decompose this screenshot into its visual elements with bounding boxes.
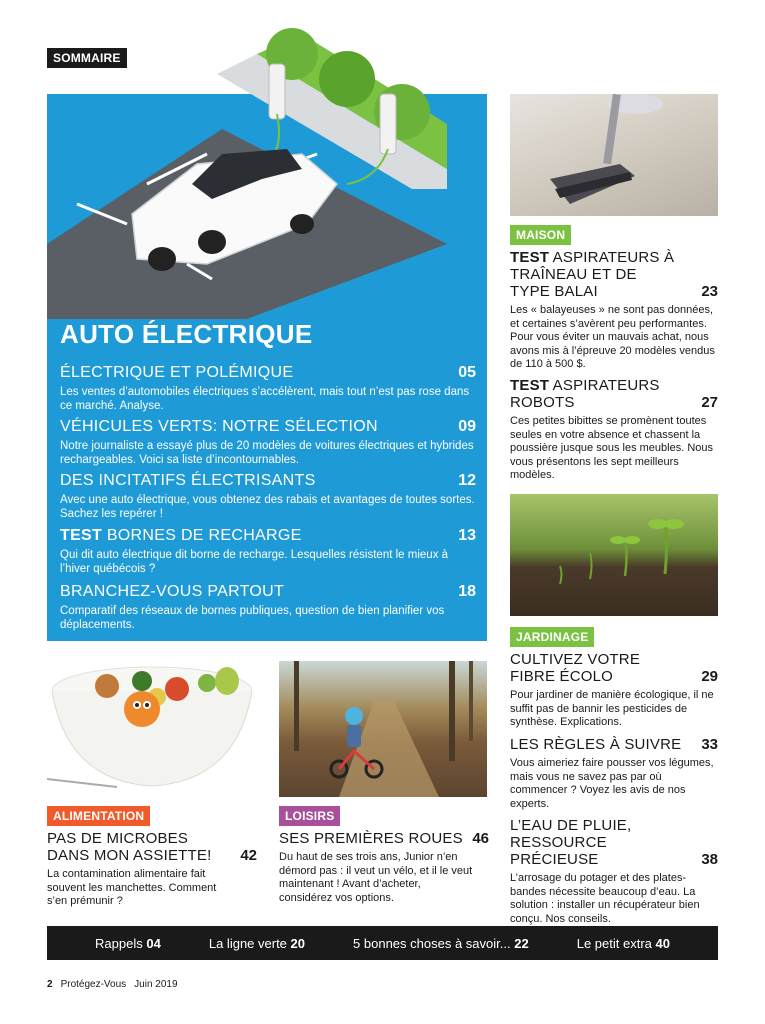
toc-entry[interactable] xyxy=(60,472,476,521)
page-number: 23 xyxy=(701,283,718,300)
page-number: 42 xyxy=(240,847,257,864)
entry-title: LES RÈGLES À SUIVRE xyxy=(510,736,682,753)
entry-description: Notre journaliste a essayé plus de 20 modèles de voitures électriques et hybrides rechargeables. Voici sa liste d’incontournables. xyxy=(60,440,474,466)
electric-car-illustration xyxy=(47,94,487,319)
toc-entry[interactable] xyxy=(60,418,476,467)
entry-title: PAS DE MICROBES DANS MON ASSIETTE! xyxy=(47,830,212,864)
entry-description: Vous aimeriez faire pousser vos légumes, mais vous ne savez pas par où commencer ? Voyez les avis de nos experts. xyxy=(510,757,714,810)
main-feature-title: AUTO ÉLECTRIQUE xyxy=(60,319,313,349)
entry-title: L’EAU DE PLUIE, RESSOURCE PRÉCIEUSE xyxy=(510,817,632,868)
entry-description: Comparatif des réseaux de bornes publiques, question de bien planifier vos déplacements. xyxy=(60,605,445,631)
entry-description: Qui dit auto électrique dit borne de recharge. Lesquelles résistent le mieux à l’hiver québécois ? xyxy=(60,549,449,575)
page-footer xyxy=(47,979,186,990)
toc-entry[interactable]: TEST ASPIRATEURS ROBOTS 27 Ces petites bibittes se promènent toutes seules en votre absence et chassent la poussière jusque sous les meubles. Nous vous présentons les sept meilleurs modèles. xyxy=(510,377,718,481)
entry-title: BRANCHEZ-VOUS PARTOUT xyxy=(60,583,285,600)
toc-entry[interactable] xyxy=(279,830,489,905)
page-number: 09 xyxy=(458,418,476,435)
category-tag-jardinage: JARDINAGE xyxy=(510,627,594,647)
entry-description: Les « balayeuses » ne sont pas données, et certaines s’avèrent peu performantes. Pour vous éviter un mauvais achat, nous avons mis à l’épreuve 20 modèles vendus de 110 à 500 $. xyxy=(510,304,715,370)
quick-link-ligne-verte[interactable]: La ligne verte 20 xyxy=(208,935,306,951)
entry-title: VÉHICULES VERTS: NOTRE SÉLECTION xyxy=(60,418,378,435)
page-number-footer: 2 xyxy=(47,979,53,990)
sprouts-photo xyxy=(510,494,718,616)
page-number: 38 xyxy=(701,851,718,868)
page-number: 05 xyxy=(458,364,476,381)
entry-description: Les ventes d’automobiles électriques s’accélèrent, mais tout n’est pas rose dans ce marché. Analyse. xyxy=(60,386,470,412)
page-number: 13 xyxy=(458,527,476,544)
quick-link-petit-extra[interactable]: Le petit extra 40 xyxy=(576,935,670,951)
toc-entry[interactable]: TEST BORNES DE RECHARGE 13 Qui dit auto électrique dit borne de recharge. Lesquelles résistent le mieux à l’hiver québécois ? xyxy=(60,527,476,575)
page-number: 12 xyxy=(458,472,476,489)
entry-title: BORNES DE RECHARGE xyxy=(102,527,302,544)
entry-title: DES INCITATIFS ÉLECTRISANTS xyxy=(60,472,316,489)
vacuum-photo xyxy=(510,94,718,216)
magazine-name: Protégez-Vous xyxy=(60,979,127,990)
page-number: 18 xyxy=(458,583,476,600)
category-tag-alimentation: ALIMENTATION xyxy=(47,806,150,826)
entry-title: SES PREMIÈRES ROUES xyxy=(279,830,463,847)
quick-links-bar xyxy=(47,926,718,960)
page-number: 27 xyxy=(701,394,718,411)
entry-title: ÉLECTRIQUE ET POLÉMIQUE xyxy=(60,364,294,381)
entry-description: Du haut de ses trois ans, Junior n’en démord pas : il veut un vélo, et il le veut maintenant ! Avant d’acheter, considérez vos options. xyxy=(279,851,473,904)
entry-description: Avec une auto électrique, vous obtenez des rabais et avantages de toutes sortes. Sachez les repérer ! xyxy=(60,494,475,520)
main-feature-panel xyxy=(47,94,487,641)
child-bike-photo xyxy=(279,661,487,797)
entry-description: Pour jardiner de manière écologique, il ne suffit pas de bannir les pesticides de synthèse. Explications. xyxy=(510,689,714,728)
page-number: 29 xyxy=(701,668,718,685)
quick-link-bonnes-choses[interactable]: 5 bonnes choses à savoir... 22 xyxy=(353,935,529,951)
quick-link-rappels[interactable]: Rappels 04 xyxy=(95,935,161,951)
toc-entry[interactable] xyxy=(60,583,476,632)
entry-title: CULTIVEZ VOTRE FIBRE ÉCOLO xyxy=(510,651,641,685)
entry-description: L’arrosage du potager et des plates-bandes nécessite beaucoup d’eau. La solution : installer un récupérateur bien conçu. Nos conseils. xyxy=(510,872,700,925)
section-tag: SOMMAIRE xyxy=(47,48,127,68)
category-tag-loisirs: LOISIRS xyxy=(279,806,340,826)
salad-bowl-photo xyxy=(47,661,255,797)
toc-entry[interactable] xyxy=(510,651,718,730)
page-number: 33 xyxy=(701,736,718,753)
toc-entry[interactable] xyxy=(47,830,257,909)
entry-description: Ces petites bibittes se promènent toutes seules en votre absence et chassent la poussière jusque sous les meubles. Nous vous présentons les sept meilleurs modèles. xyxy=(510,415,714,481)
toc-entry[interactable] xyxy=(510,817,718,926)
issue-date: Juin 2019 xyxy=(134,979,178,990)
entry-description: La contamination alimentaire fait souvent les manchettes. Comment s’en prémunir ? xyxy=(47,868,217,907)
toc-entry[interactable] xyxy=(510,736,718,811)
toc-entry[interactable]: TEST ASPIRATEURS À TRAÎNEAU ET DE TYPE BALAI 23 Les « balayeuses » ne sont pas données, et certaines s’avèrent peu performantes. Pour vous éviter un mauvais achat, nous avons mis à l’épreuve 20 modèles vendus de 110 à 500 $. xyxy=(510,249,718,370)
entry-title: ASPIRATEURS ROBOTS xyxy=(510,377,660,411)
page-number: 46 xyxy=(472,830,489,847)
entry-title: ASPIRATEURS À TRAÎNEAU ET DE TYPE BALAI xyxy=(510,249,675,300)
toc-entry[interactable] xyxy=(60,364,476,413)
category-tag-maison: MAISON xyxy=(510,225,571,245)
